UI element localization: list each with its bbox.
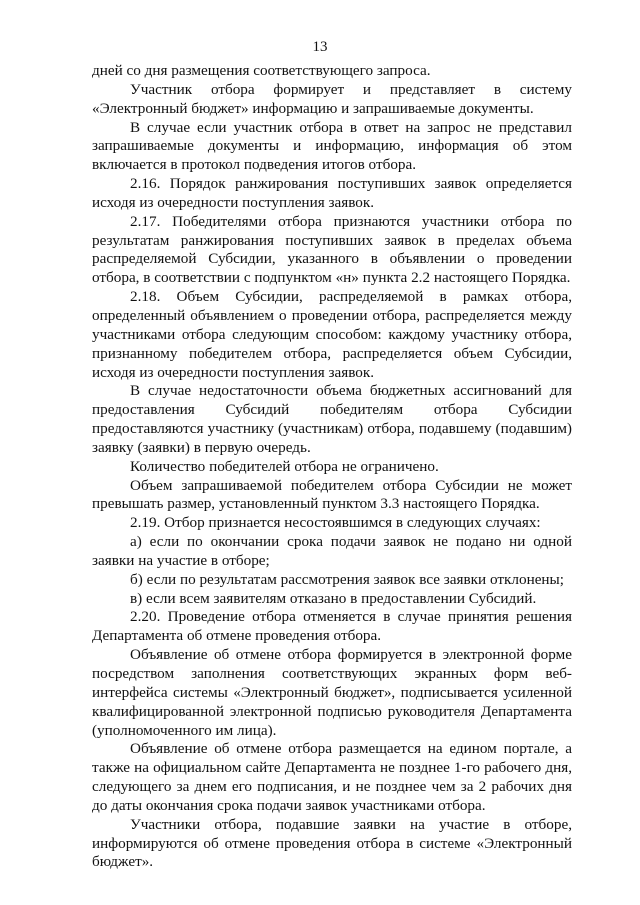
list-item-b: б) если по результатам рассмотрения заявок все заявки отклонены;: [130, 570, 564, 588]
clause-2-18: 2.18. Объем Субсидии, распределяемой в рамках отбора, определенный объявлением о проведении отбора, распределяется между участниками отбора следующим способом: каждому участнику отбора, признанному победителем отбора, распределяется объем Субсидии, исходя из очередности поступления заявок.: [92, 288, 572, 381]
paragraph: Количество победителей отбора не ограничено.: [130, 457, 439, 475]
paragraph: В случае недостаточности объема бюджетных ассигнований для предоставления Субсидий победителям отбора Субсидии предоставляются участнику (участникам) отбора, подавшему (подавшим) заявку (заявки) в первую очередь.: [92, 382, 572, 456]
paragraph: Объявление об отмене отбора формируется в электронной форме посредством заполнения соответствующих экранных форм веб-интерфейса системы «Электронный бюджет», подписывается усиленной квалифицированной электронной подписью руководителя Департамента (уполномоченного им лица).: [92, 646, 572, 739]
paragraph: В случае если участник отбора в ответ на запрос не представил запрашиваемые документы и информацию, информация об этом включается в протокол подведения итогов отбора.: [92, 118, 572, 174]
paragraph: Участники отбора, подавшие заявки на участие в отборе, информируются об отмене проведения отбора в системе «Электронный бюджет».: [92, 815, 572, 871]
clause-2-16: 2.16. Порядок ранжирования поступивших заявок определяется исходя из очередности поступления заявок.: [92, 175, 572, 211]
page-number: 13: [312, 39, 328, 55]
paragraph: Участник отбора формирует и представляет в систему «Электронный бюджет» информацию и запрашиваемые документы.: [92, 80, 572, 117]
clause-2-19: 2.19. Отбор признается несостоявшимся в следующих случаях:: [130, 514, 541, 532]
clause-2-20: 2.20. Проведение отбора отменяется в случае принятия решения Департамента об отмене проведения отбора.: [92, 608, 572, 645]
paragraph: Объем запрашиваемой победителем отбора Субсидии не может превышать размер, установленный пунктом 3.3 настоящего Порядка.: [92, 476, 572, 513]
list-item-v: в) если всем заявителям отказано в предоставлении Субсидий.: [130, 589, 537, 607]
paragraph-continuation: дней со дня размещения соответствующего запроса.: [92, 62, 431, 79]
document-body: [92, 62, 572, 872]
clause-2-17: 2.17. Победителями отбора признаются участники отбора по результатам ранжирования поступивших заявок в пределах объема распределяемой Субсидии, указанного в объявлении о проведении отбора, в соответствии с подпунктом «н» пункта 2.2 настоящего Порядка.: [92, 212, 572, 287]
list-item-a: а) если по окончании срока подачи заявок не подано ни одной заявки на участие в отборе;: [92, 533, 572, 569]
paragraph: Объявление об отмене отбора размещается на едином портале, а также на официальном сайте Департамента не позднее 1-го рабочего дня, следующего за днем его подписания, и не позднее чем за 2 рабочих дня до даты окончания срока подачи заявок участниками отбора.: [92, 740, 572, 814]
